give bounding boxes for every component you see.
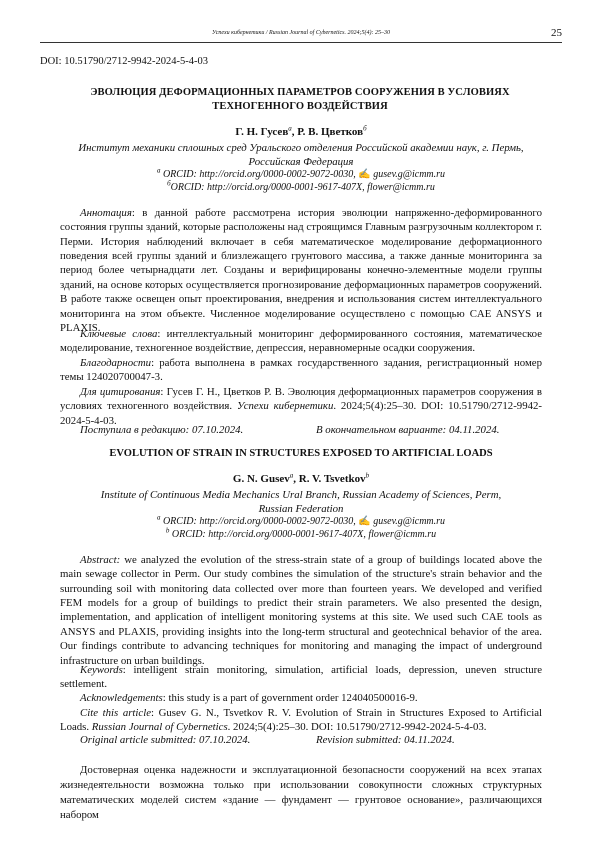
ru-ack-label: Благодарности: [80, 357, 152, 369]
ru-author2: Р. В. Цветков: [297, 126, 364, 138]
en-cite-label: Cite this article: [80, 707, 151, 719]
body-paragraph: Достоверная оценка надежности и эксплуатационной безопасности сооружений на всех этапах жизнедеятельности возможна только при использовании совокупности сложных структурных математических моделей систем «здание — фундамент — грунтовое основание», различающихся набором: [60, 764, 542, 822]
ru-affiliation-line1: Институт механики сплошных сред Уральского отделения Российской академии наук, г. Пермь,: [78, 142, 524, 154]
ru-affiliation: [60, 141, 542, 170]
ru-orcid1: ORCID: http://orcid.org/0000-0002-9072-0030,: [160, 169, 359, 180]
en-acknowledgements: [60, 691, 542, 705]
ru-abstract-text: : в данной работе рассмотрена история эволюции напряженно-деформированного состояния группы зданий, которые расположены над строящимся Главным разгрузочным коллектором г. Перми. История наблюдений включает в себя математическое моделирование деформационного поведения всей группы зданий и близлежащего грунтового массива, а также данные мониторинга за период более четырнадцати лет. Созданы и верифицированы конечно-элементные модели группы зданий, на основе которых осуществляется прогнозирование деформационных параметров сооружений. В работе также освещен опыт проектирования, внедрения и использования систем интеллектуального мониторинга на этом объекте. Численное моделирование осуществлено с помощью CAE ANSYS и PLAXIS.: [60, 207, 542, 334]
ru-title: [60, 86, 540, 114]
ru-affiliation-line2: Российская Федерация: [248, 156, 354, 169]
en-keywords-text: : intelligent strain monitoring, simulation, artificial loads, depression, uneven structure settlement.: [60, 664, 542, 691]
en-orcid1: ORCID: http://orcid.org/0000-0002-9072-0030,: [160, 516, 359, 527]
en-orcid1-sup: a: [156, 513, 161, 522]
ru-abstract-label: Аннотация: [80, 207, 132, 219]
running-head: Успехи кибернетики / Russian Journal of Cybernetics. 2024;5(4): 25–30: [211, 30, 390, 36]
en-orcid2-sup: b: [165, 526, 170, 535]
ru-cite-label: Для цитирования: [80, 386, 161, 398]
en-citation: [60, 706, 542, 735]
ru-orcid1-line: [40, 168, 562, 181]
ru-keywords-text: : интеллектуальный мониторинг деформированного состояния, математическое моделирование, техногенное воздействие, депрессия, неравномерные осадки сооружения.: [60, 328, 542, 355]
ru-author1-sup: а: [288, 124, 292, 133]
en-abstract-text: we analyzed the evolution of the stress-strain state of a group of buildings located above the main sewage collector in Perm. Our study combines the simulation of the structure's strain behavior and the surrounding soil with monitoring data collected over more than fourteen years. We developed and verified FEM models for a group of buildings to predict their strain parameters. We also presented the design, implementation, and application of intelligent monitoring systems at this site. We used such CAE tools as ANSYS and PLAXIS, providing insights into the long-term structural and geotechnical behavior of the area. Our findings contribute to advancing techniques for monitoring and managing the impact of underground infrastructure on urban buildings.: [60, 554, 542, 667]
ru-final-date: В окончательном варианте: 04.11.2024.: [316, 424, 500, 436]
en-author2: R. V. Tsvetkov: [298, 473, 366, 485]
ru-received-date: Поступила в редакцию: 07.10.2024.: [80, 424, 244, 436]
ru-title-line1: ЭВОЛЮЦИЯ ДЕФОРМАЦИОННЫХ ПАРАМЕТРОВ СООРУЖЕНИЯ В УСЛОВИЯХ: [90, 87, 510, 98]
ru-author-sep: ,: [291, 126, 298, 138]
en-cite-tail: . 2024;5(4):25–30. DOI: 10.51790/2712-9942-2024-5-4-03.: [227, 721, 487, 734]
en-cite-journal: Russian Journal of Cybernetics: [91, 721, 228, 734]
ru-cite-journal: Успехи кибернетики: [236, 400, 334, 413]
ru-author1: Г. Н. Гусев: [235, 126, 289, 138]
ru-keywords: [60, 327, 542, 356]
en-final-date: Revision submitted: 04.11.2024.: [316, 734, 455, 746]
ru-author2-sup: б: [363, 124, 367, 133]
ru-orcid1-email[interactable]: gusev.g@icmm.ru: [370, 169, 446, 180]
en-author-sep: ,: [293, 473, 299, 485]
en-title: EVOLUTION OF STRAIN IN STRUCTURES EXPOSED TO ARTIFICIAL LOADS: [109, 448, 493, 459]
en-abstract-label: Abstract:: [80, 554, 121, 566]
running-header: [40, 28, 562, 43]
ru-acknowledgements: [60, 356, 542, 385]
en-author1-sup: a: [289, 471, 294, 480]
en-cite-text: : Gusev G. N., Tsvetkov R. V. Evolution of Strain in Structures Exposed to Artificial Loads.: [60, 707, 542, 734]
ru-title-line2: ТЕХНОГЕННОГО ВОЗДЕЙСТВИЯ: [212, 101, 388, 113]
en-authors: [40, 472, 562, 487]
en-keywords: [60, 663, 542, 692]
ru-citation: [60, 385, 542, 428]
ru-orcid2: ORCID: http://orcid.org/0000-0001-9617-407X, flower@icmm.ru: [170, 182, 435, 193]
ru-orcid1-sup: а: [156, 166, 161, 175]
page-number: 25: [551, 27, 562, 39]
ru-orcid-block: [40, 168, 562, 194]
pen-envelope-icon: ✍: [358, 169, 371, 180]
pen-envelope-icon: ✍: [358, 516, 371, 527]
en-abstract: [60, 553, 542, 668]
en-affiliation-line2: Russian Federation: [258, 503, 344, 516]
en-author1: G. N. Gusev: [232, 473, 290, 485]
ru-ack-text: : работа выполнена в рамках государственного задания, регистрационный номер темы 124020700047-3.: [60, 357, 542, 384]
en-orcid2-line: [40, 528, 562, 541]
ru-abstract: [60, 206, 542, 335]
en-affiliation-line1: Institute of Continuous Media Mechanics Ural Branch, Russian Academy of Sciences, Perm,: [100, 489, 502, 501]
en-keywords-label: Keywords: [80, 664, 123, 676]
en-affiliation: [60, 488, 542, 517]
doi-line: DOI: 10.51790/2712-9942-2024-5-4-03: [40, 56, 208, 67]
ru-authors: [40, 125, 562, 140]
ru-orcid2-sup: б: [167, 179, 171, 188]
en-orcid2: ORCID: http://orcid.org/0000-0001-9617-407X, flower@icmm.ru: [169, 529, 437, 540]
ru-cite-tail: . 2024;5(4):25–30. DOI: 10.51790/2712-9942-2024-5-4-03.: [60, 400, 542, 427]
en-author2-sup: b: [365, 471, 370, 480]
ru-cite-text: : Гусев Г. Н., Цветков Р. В. Эволюция деформационных параметров сооружения в условиях техногенного воздействия.: [60, 386, 542, 413]
ru-keywords-label: Ключевые слова: [80, 328, 158, 340]
en-ack-label: Acknowledgements: [80, 692, 163, 704]
en-ack-text: : this study is a part of government order 124040500016-9.: [162, 692, 418, 704]
en-orcid1-email[interactable]: gusev.g@icmm.ru: [370, 516, 446, 527]
en-orcid-block: [40, 515, 562, 541]
en-orcid1-line: [40, 515, 562, 528]
en-received-date: Original article submitted: 07.10.2024.: [80, 734, 251, 746]
ru-orcid2-line: [40, 181, 562, 194]
